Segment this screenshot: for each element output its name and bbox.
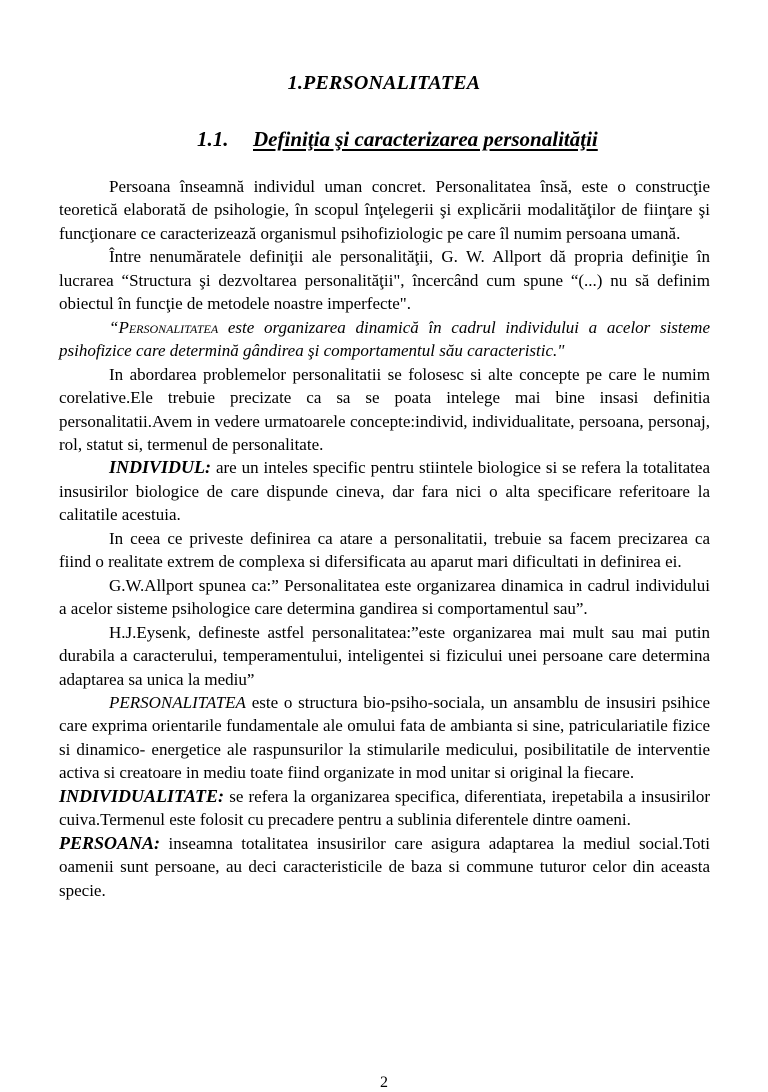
quote-open: “ xyxy=(109,317,119,337)
term-persoana: PERSOANA: xyxy=(59,832,161,853)
paragraph-individualitate xyxy=(59,785,710,832)
paragraph-allport-quote xyxy=(59,316,710,363)
section-heading xyxy=(197,127,598,152)
paragraph-definire: In ceea ce priveste definirea ca atare a personalitatii, trebuie sa facem precizarea ca fiind o realitate extrem de complexa si difersificata au aparut mari dificultati in definirea ei. xyxy=(59,528,710,572)
paragraph-persoana xyxy=(59,832,710,902)
paragraph-corelative-concepts: In abordarea problemelor personalitatii se folosesc si alte concepte pe care le numim corelative.Ele trebuie precizate ca sa se poata intelege mai bine insasi definitia personalitatii.Avem in vedere urmatoarele concepte:individ, individualitate, persoana, personaj, rol, statut si, termenul de personalitate. xyxy=(59,364,710,454)
paragraph-persoana-intro: Persoana înseamnă individul uman concret. Personalitatea însă, este o construcţie teoretică elaborată de psihologie, în scopul înţelegerii şi explicării modalităţilor de fiinţare şi funcţionare ce caracterizează organismul psihofiziologic pe care îl numim persoana umană. xyxy=(59,177,710,243)
section-title: Definiţia şi caracterizarea personalităţii xyxy=(253,127,598,151)
quote-body: este organizarea dinamică în cadrul individului a acelor sisteme psihofizice care determină gândirea şi comportamentul său caracteristic." xyxy=(59,317,710,361)
paragraph-allport-spunea: G.W.Allport spunea ca:” Personalitatea este organizarea dinamica in cadrul individului a acelor sisteme psihologice care determina gandirea si comportamentul sau”. xyxy=(59,575,710,619)
definition-persoana: inseamna totalitatea insusirilor care asigura adaptarea la mediul social.Toti oamenii sunt persoane, au deci caracteristicile de baza si commune tuturor celor din aceasta specie. xyxy=(59,833,710,900)
section-number: 1.1. xyxy=(197,127,229,151)
paragraph-eysenk: H.J.Eysenk, defineste astfel personalitatea:”este organizarea mai mult sau mai putin durabila a caracterului, temperamentului, inteligentei si fizicului unei persoane care determina adaptarea sa unica la mediu” xyxy=(59,622,710,689)
chapter-title: 1.PERSONALITATEA xyxy=(287,72,481,94)
paragraph-allport-definitions: Între nenumăratele definiţii ale personalităţii, G. W. Allport dă propria definiţie în lucrarea “Structura şi dezvoltarea personalităţii", încercând cum spune “(...) nu să definim obiectul în funcţie de metodele noastre imperfecte". xyxy=(59,247,710,314)
page-number: 2 xyxy=(380,1074,388,1091)
definition-personalitatea: este o structura bio-psiho-sociala, un ansamblu de insusiri psihice care exprima orientarile fundamentale ale omului fata de ambianta si sine, patriculariatile fizice si dinamico- energetice ale raspunsurilor la stimularile medicului, posibilitatile de interventie activa si creatoare in mediu toate fiind organizate in mod unitar si original la fiecare. xyxy=(59,692,710,783)
term-personalitatea: PERSONALITATEA xyxy=(109,692,246,712)
term-individul: INDIVIDUL: xyxy=(109,457,212,478)
quote-term-personalitatea: Personalitatea xyxy=(118,317,219,337)
definition-individul: are un inteles specific pentru stiintele biologice si se refera la totalitatea insusirilor biologice de care dispunde cineva, dar fara nici o alta specificare referitoare la calitatile acestuia. xyxy=(59,458,710,525)
term-individualitate: INDIVIDUALITATE: xyxy=(59,785,225,806)
body-text xyxy=(59,175,710,902)
paragraph-individul xyxy=(59,456,710,526)
paragraph-personalitatea xyxy=(59,691,710,785)
definition-individualitate: se refera la organizarea specifica, diferentiata, irepetabila a insusirilor cuiva.Termenul este folosit cu precadere pentru a sublinia diferentele dintre oameni. xyxy=(59,786,710,830)
